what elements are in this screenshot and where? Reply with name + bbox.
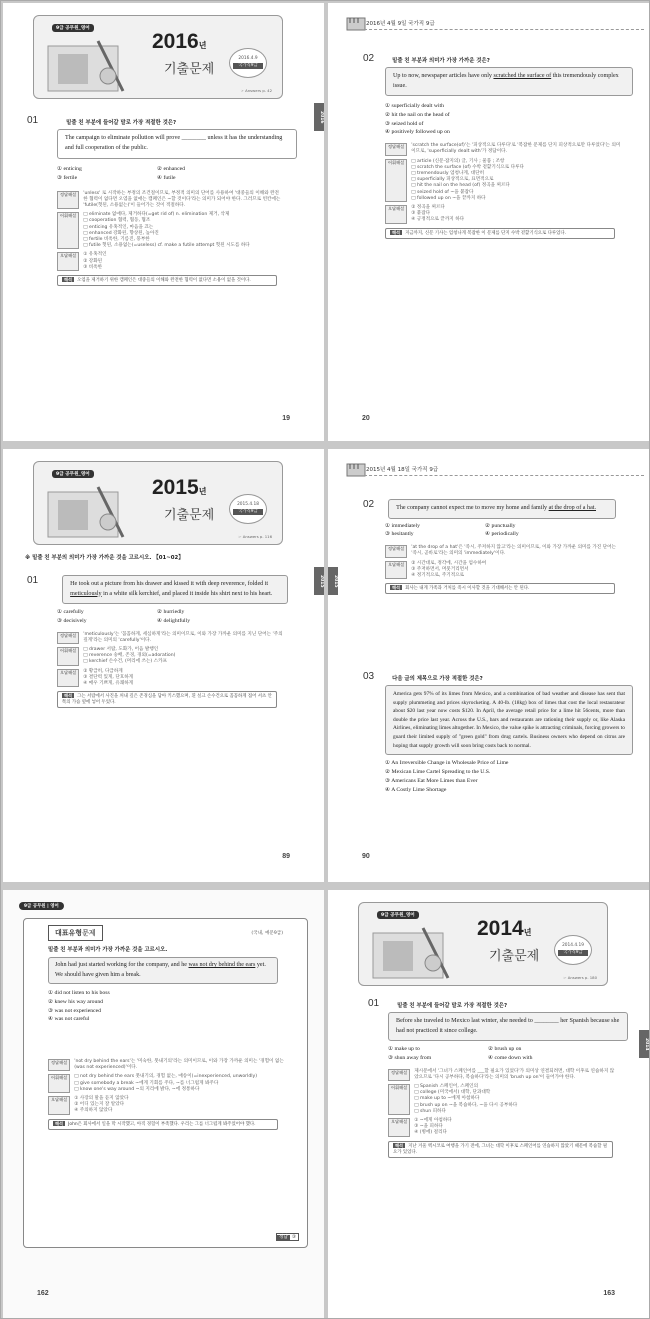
option[interactable]: ① immediately [385, 522, 420, 529]
option[interactable]: ③ shun away from [388, 1054, 432, 1061]
vocab-list: □ eliminate 없애다, 제거하다(=get rid of) n. elimination 제거, 삭제 □ cooperation 협력, 협동, 협조 □ enticing 유혹적인, 마음을 끄는 □ enhanced 강화된, 향상된, 높아진 □ fertile 비옥한, 기름진, 풍부한 □ futile 헛된, 소용없는(=useless) cf. make a futile attempt 헛된 시도를 하다 [83, 212, 250, 249]
vocab-tag: 어휘해설 [385, 159, 407, 202]
option[interactable]: ④ come down with [488, 1054, 533, 1061]
question-stem: 밑줄 친 부분에 들어갈 말로 가장 적절한 것은? [66, 120, 177, 126]
page-number: 19 [282, 415, 290, 422]
option[interactable]: ② Mexican Lime Cartel Spreading to the U.S. [385, 768, 491, 775]
wrong-answer-tag: 오답해설 [48, 1096, 70, 1115]
vocab-tag: 어휘해설 [57, 647, 79, 666]
explanation-tag: 정답해설 [385, 143, 407, 155]
option[interactable]: ④ futile [157, 174, 176, 181]
option[interactable]: ① An Irreversible Change in Wholesale Price of Lime [385, 760, 509, 767]
stationery-illustration [38, 482, 138, 542]
page-162 [3, 890, 324, 1318]
wrong-answer-tag: 오답해설 [385, 561, 407, 580]
option[interactable]: ④ delightfully [157, 617, 191, 624]
answer-options [385, 759, 633, 794]
question-number: 01 [27, 115, 39, 126]
exam-title: 기출문제 [164, 508, 215, 523]
ruler-icon [346, 461, 366, 479]
option[interactable]: ④ was not careful [48, 1016, 90, 1023]
series-label: 9급 공무원 | 영어 [19, 902, 64, 910]
series-label: 9급 공무원_영어 [52, 470, 94, 478]
page-number: 90 [362, 853, 370, 860]
answer-options [388, 1045, 588, 1063]
instruction: ※ 밑줄 친 부분의 의미가 가장 가까운 것을 고르시오. 【01~02】 [25, 555, 184, 561]
translation-box: 해석 John은 회사에서 일을 막 시작했고, 아직 경험이 부족했다. 우리는 그를 너그럽게 봐주었어야 했다. [48, 1119, 278, 1130]
year-side-tab: 2015 [328, 567, 338, 595]
explanation: 'scratch the surface(of)'는 '피상적으로 다루다'로 '복잡한 문제를 단지 피상적으로만 다루었다'는 의미이므로, 'superficially dealt with'가 정답이다. [411, 143, 621, 155]
ruler-icon [346, 15, 366, 33]
question-number: 03 [363, 671, 375, 682]
exam-flag-label: 2015년 4월 18일 국가직 9급 [366, 467, 439, 473]
question-passage: The company cannot expect me to move my home and family at the drop of a hat. [388, 499, 616, 519]
answer-options [48, 989, 110, 1024]
question-02 [363, 499, 633, 594]
question-number: 01 [368, 998, 380, 1009]
explanation: 'at the drop of a hat'은 '즉시, 주저하지 않고'라는 의미이므로, 이와 가장 가까운 의미를 가진 단어는 '즉시, 곧바로'라는 의미의 'immediately'이다. [411, 545, 616, 557]
question-01 [368, 998, 628, 1158]
option[interactable]: ① carefully [57, 609, 84, 615]
exam-year: 2014년 [477, 917, 532, 940]
option[interactable]: ② brush up on [488, 1046, 522, 1052]
exam-title: 기출문제 [489, 949, 540, 964]
box-meta: (국내, 예문9급) [251, 931, 283, 936]
exam-date-circle: 2014.4.19 국가직9급 [554, 935, 592, 965]
option[interactable]: ④ periodically [485, 531, 519, 538]
year-side-tab: 2016 [314, 103, 324, 131]
question-01 [27, 575, 297, 708]
option[interactable]: ③ seized hold of [385, 120, 424, 127]
option[interactable]: ① did not listen to his boss [48, 990, 110, 996]
exam-flag-label: 2016년 4월 9일 국가직 9급 [366, 21, 435, 27]
option[interactable]: ② hit the nail on the head of [385, 111, 450, 118]
wrong-answer-list: ① 사장의 말을 듣지 않았다 ② 어디 있는지 잘 알았다 ④ 주의하지 않았다 [74, 1096, 129, 1114]
option[interactable]: ① superficially dealt with [385, 103, 444, 109]
answer-options [385, 102, 633, 137]
page-number: 20 [362, 415, 370, 422]
explanation: 'meticulously'는 '꼼꼼하게, 세심하게'라는 의미이므로, 이와 가장 가까운 의미를 지닌 단어는 '주의 깊게'라는 의미의 'carefully'이다. [83, 631, 283, 643]
exam-header [358, 902, 608, 986]
solution [48, 1059, 298, 1130]
explanation: 'unless' 로 시작하는 부정의 조건절이므로, 부정적 의미의 단어를 사용하여 '대중들의 이해와 완전한 협력이 없다면 오염을 없애는 캠페인은 ~할 것이다'라는 의미가 되어야 한다. 그러므로 빈칸에는 'futile(헛된, 소용없는)'이 들어가는 것이 적절하다. [83, 190, 281, 208]
explanation-tag: 정답해설 [57, 632, 79, 644]
vocab-tag: 어휘해설 [48, 1074, 70, 1093]
exam-flag [346, 461, 439, 481]
question-03 [363, 671, 633, 794]
question-number: 01 [27, 575, 39, 586]
answer-options [57, 165, 257, 183]
answers-ref: ☞ Answers p. 180 [563, 975, 597, 980]
question-passage: The campaign to eliminate pollution will prove ________ unless it has the understanding and full cooperation of the public. [57, 129, 297, 159]
question-02 [363, 53, 633, 239]
wrong-answer-list: ② 정곡을 찌르다 ③ 붙잡다 ④ 긍정적으로 끝까지 하다 [411, 205, 465, 223]
vocab-list: □ article (신문·잡지의) 글, 기사 ; 물품 ; 조항 □ scratch the surface (of) 수박 겉핥기식으로 다루다 □ tremendously 엄청나게, 대단히 □ superficially 피상적으로, 표면적으로 □ hit the nail on the head (of) 정곡을 찌르다 □ seized hold of ~을 붙잡다 □ followed up on ~을 끝까지 하다 [411, 158, 524, 201]
explanation-tag: 정답해설 [57, 191, 79, 210]
option[interactable]: ③ hesitantly [385, 531, 414, 538]
exam-title: 기출문제 [164, 62, 215, 77]
question-stem: 밑줄 친 부분에 들어갈 말로 가장 적절한 것은? [397, 1003, 508, 1009]
page-number: 89 [282, 853, 290, 860]
exam-header [33, 461, 283, 545]
question-passage: Before she traveled to Mexico last winter, she needed to ________ her Spanish because she had not practiced it since college. [388, 1012, 628, 1041]
option[interactable]: ③ decisively [57, 617, 87, 624]
vocab-tag: 어휘해설 [388, 1084, 410, 1115]
exam-year: 2016년 [152, 30, 207, 53]
translation-box: 해석 회사는 내게 가족과 거처를 즉시 이사할 것을 기대해서는 안 된다. [385, 583, 615, 594]
option[interactable]: ② enhanced [157, 166, 185, 172]
translation-box: 해석 오염을 제거하기 위한 캠페인은 대중들의 이해와 완전한 협력이 없다면 소용이 없을 것이다. [57, 275, 277, 286]
exam-header [33, 15, 283, 99]
option[interactable]: ② hurriedly [157, 609, 185, 615]
option[interactable]: ④ positively followed up on [385, 129, 450, 136]
representative-problem-box [23, 918, 308, 1248]
year-side-tab: 2014 [639, 1030, 649, 1058]
answer-options [57, 608, 257, 626]
wrong-answer-tag: 오답해설 [388, 1118, 410, 1137]
question-01 [27, 115, 297, 286]
option[interactable]: ① make up to [388, 1046, 420, 1052]
question-stem: 밑줄 친 부분과 의미가 가장 가까운 것은? [392, 58, 490, 64]
wrong-answer-tag: 오답해설 [57, 669, 79, 688]
answers-ref: ☞ Answers p. 42 [240, 88, 272, 93]
answer-badge: 정답 ③ [276, 1233, 299, 1241]
explanation: 'not dry behind the ears'는 '미숙한, 풋내기의'라는 의미이므로, 이와 가장 가까운 의미는 '경험이 없는(was not experienced)'이다. [74, 1059, 284, 1071]
vocab-list: □ not dry behind the ears 풋내기의, 경험 없는, 애송이(=inexperienced, unworldly) □ give somebody a break ~에게 기회를 주다, ~를 너그럽게 봐주다 □ know one's way around ~의 지리에 밝다, ~에 정통하다 [74, 1074, 258, 1092]
translation-box: 해석 지금까지, 신문 기사는 엄청나게 복잡한 이 문제를 단지 수박 겉핥기식으로 다루었다. [385, 228, 615, 239]
exam-flag [346, 15, 435, 35]
answer-options [385, 522, 585, 540]
year-side-tab: 2015 [314, 567, 324, 595]
option[interactable]: ④ A Costly Lime Shortage [385, 786, 447, 793]
explanation-tag: 정답해설 [388, 1069, 410, 1081]
explanation-tag: 정답해설 [48, 1059, 70, 1071]
translation-box: 해석 그는 서랍에서 사진을 꺼내 깊은 존경심을 담아 키스했으며, 흰 실크 손수건으로 꼼꼼하게 접어 셔츠 안쪽의 가슴 옆에 넣어 두었다. [57, 691, 277, 708]
option[interactable]: ② punctually [485, 522, 516, 529]
page-19 [3, 3, 324, 441]
option[interactable]: ③ was not experienced [48, 1007, 101, 1014]
series-label: 9급 공무원_영어 [377, 911, 419, 919]
wrong-answer-list: ② 황급히, 다급하게 ③ 결단력 있게, 단호하게 ④ 매우 기쁘게, 유쾌하게 [83, 668, 134, 687]
stationery-illustration [363, 923, 463, 983]
option[interactable]: ① enticing [57, 166, 82, 172]
vocab-tag: 어휘해설 [57, 212, 79, 249]
question-number: 02 [363, 53, 375, 64]
stationery-illustration [38, 36, 138, 96]
explanation: 제시문에서 '그녀가 스페인어를 ___할 필요가 있었다'가 의미상 연결되려면, 대학 이후로 연습하지 않았으므로 '다시 공부하다, 복습하다'라는 의미의 'brush up on'이 들어가야 한다. [414, 1068, 615, 1080]
exam-year: 2015년 [152, 476, 207, 499]
box-title: 대표유형문제 [48, 925, 103, 941]
question-passage: Up to now, newspaper articles have only scratched the surface of this tremendously complex issue. [385, 67, 633, 96]
question-passage: He took out a picture from his drawer and kissed it with deep reverence, folded it meticulously in a white silk kerchief, and placed it inside his shirt next to his heart. [62, 575, 288, 604]
question-stem: 다음 글의 제목으로 가장 적절한 것은? [392, 676, 483, 682]
page-163 [328, 890, 649, 1318]
translation-box: 해석 지난 겨울 멕시코로 여행을 가기 전에, 그녀는 대학 이후로 스페인어를 연습하지 않았기 때문에 복습할 필요가 있었다. [388, 1141, 613, 1158]
question-passage: America gets 97% of its limes from Mexico, and a combination of bad weather and disease has sent that supply plummeting and prices skyrocketing. A 40-lb. (18kg) box of limes that cost the local restaurateur about $20 last year now costs $120. In April, the average retail price for a lime hit 56cents, more than double the price last year. Across the U.S., bars and restaurants are rationing their supply or, like Alaska Airlines, eliminating limes altogether. In Mexico, the value spike is attracting criminals, forcing growers to guard their limited supply of "green gold" from drug cartels. Business owners who depend on citrus are hoping that supply growth will soon bring costs back to normal. [385, 685, 633, 755]
exam-date-circle: 2016.4.9 국가직9급 [229, 48, 267, 78]
page-89 [3, 449, 324, 882]
question-number: 02 [363, 499, 375, 510]
option[interactable]: ③ Americans Eat More Limes than Ever [385, 777, 478, 784]
exam-date-circle: 2015.4.18 국가직9급 [229, 494, 267, 524]
question-passage: John had just started working for the company, and he was not dry behind the ears yet. We should have given him a break. [48, 957, 278, 984]
page-90 [328, 449, 649, 882]
vocab-list: □ Spanish 스페인어, 스페인의 □ college (미국에서) 대학, 단과대학 □ make up to ~에게 아첨하다 □ brush up on ~을 복습하다, ~을 다시 공부하다 □ shun 피하다 [414, 1084, 518, 1114]
series-label: 9급 공무원_영어 [52, 24, 94, 32]
question-stem: 밑줄 친 부분과 의미가 가장 가까운 것을 고르시오. [48, 947, 168, 953]
option[interactable]: ② knew his way around [48, 998, 104, 1005]
wrong-answer-tag: 오답해설 [385, 205, 407, 224]
wrong-answer-tag: 오답해설 [57, 252, 79, 271]
wrong-answer-list: ② 시간대로, 정각에, 시간을 엄수하여 ③ 주저하면서, 머뭇거리면서 ④ 정기적으로, 주기적으로 [411, 560, 487, 578]
page-20 [328, 3, 649, 441]
vocab-list: □ drawer 서랍, 도화가, 어음 발행인 □ reverence 숭배, 존경, 경외(=adoration) □ kerchief 손수건, (머리에 쓰는) 스카프 [83, 647, 176, 665]
option[interactable]: ③ fertile [57, 174, 78, 181]
page-number: 162 [37, 1290, 49, 1297]
wrong-answer-list: ① 유혹적인 ② 강화된 ③ 비옥한 [83, 252, 107, 270]
answers-ref: ☞ Answers p. 116 [238, 534, 272, 539]
page-number: 163 [603, 1290, 615, 1297]
wrong-answer-list: ① ~에게 아첨하다 ③ ~을 피하다 ④ (병에) 걸리다 [414, 1118, 452, 1136]
explanation-tag: 정답해설 [385, 545, 407, 557]
